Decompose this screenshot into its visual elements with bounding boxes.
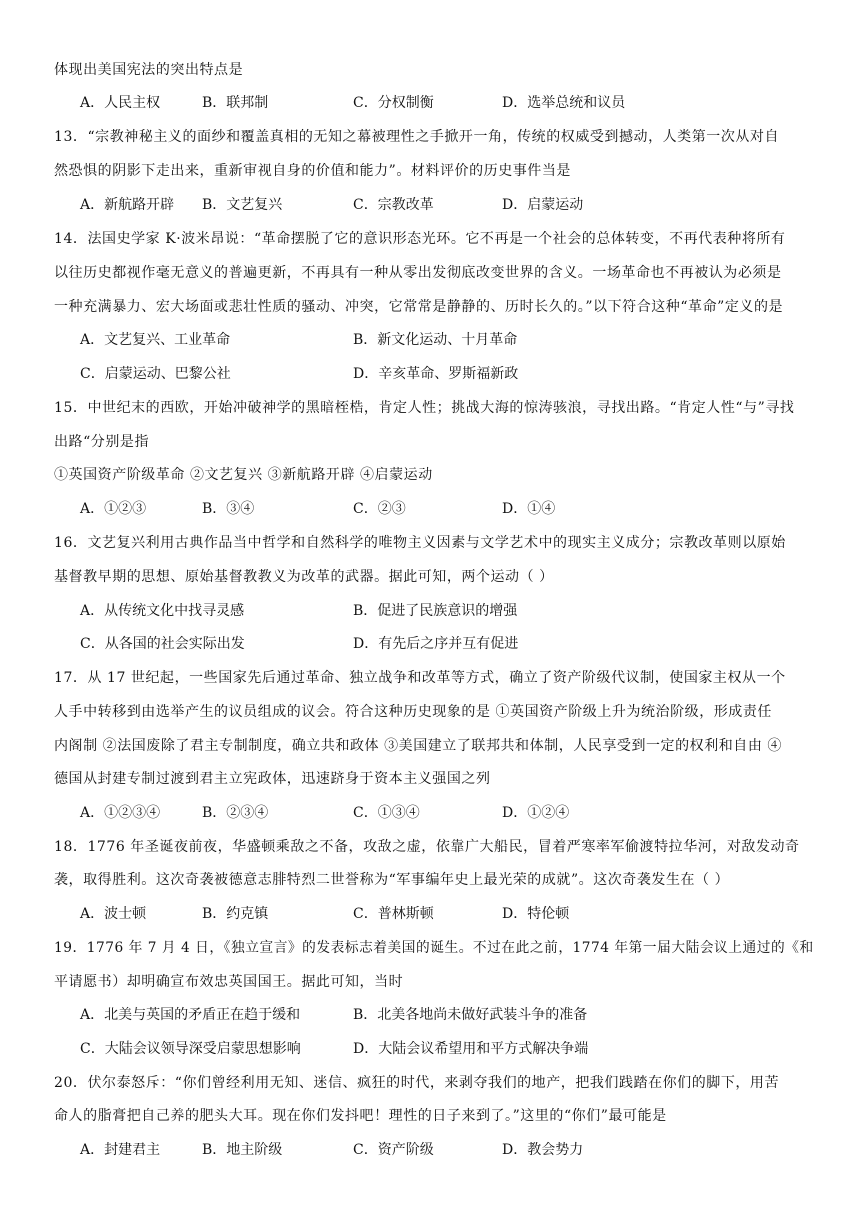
option-b: B．促进了民族意识的增强 xyxy=(353,603,518,619)
question-stem-line: 13．“宗教神秘主义的面纱和覆盖真相的无知之幕被理性之手掀开一角，传统的权威受到撼动，人类第一次从对自 xyxy=(54,129,780,145)
option-a: A．封建君主 xyxy=(80,1142,161,1158)
question-stem-line: 德国从封建专制过渡到君主立宪政体，迅速跻身于资本主义强国之列 xyxy=(54,771,491,787)
option-d: D．教会势力 xyxy=(502,1142,584,1158)
option-a: A．文艺复兴、工业革命 xyxy=(80,332,231,348)
option-c: C．分权制衡 xyxy=(353,95,434,111)
question-stem-line: 平请愿书）却明确宣布效忠英国国王。据此可知，当时 xyxy=(54,974,404,990)
question-stem-line: 18．1776 年圣诞夜前夜，华盛顿乘敌之不备，攻敌之虚，依靠广大船民，冒着严寒率军偷渡特拉华河，对敌发动奇 xyxy=(54,839,800,855)
option-a: A．北美与英国的矛盾正在趋于缓和 xyxy=(80,1007,301,1023)
option-b: B．新文化运动、十月革命 xyxy=(353,332,518,348)
option-c: C．从各国的社会实际出发 xyxy=(80,636,245,652)
question-stem-line: 然恐惧的阴影下走出来，重新审视自身的价值和能力”。材料评价的历史事件当是 xyxy=(54,163,571,179)
option-c: C．启蒙运动、巴黎公社 xyxy=(80,366,231,382)
option-b: B．③④ xyxy=(202,501,255,517)
question-stem-line: 基督教早期的思想、原始基督教教义为改革的武器。据此可知，两个运动（ ） xyxy=(54,569,554,585)
option-a: A．①②③ xyxy=(80,501,147,517)
option-d: D．辛亥革命、罗斯福新政 xyxy=(353,366,519,382)
option-b: B．约克镇 xyxy=(202,906,269,922)
question-stem-line: 19．1776 年 7 月 4 日，《独立宣言》的发表标志着美国的诞生。不过在此之前，1774 年第一届大陆会议上通过的《和 xyxy=(54,940,814,956)
question-stem-line: ①英国资产阶级革命 ②文艺复兴 ③新航路开辟 ④启蒙运动 xyxy=(54,467,433,483)
option-b: B．地主阶级 xyxy=(202,1142,283,1158)
question-stem-line: 以往历史都视作毫无意义的普遍更新，不再具有一种从零出发彻底改变世界的含义。一场革命也不再被认为必须是 xyxy=(54,265,782,281)
question-stem-line: 17．从 17 世纪起，一些国家先后通过革命、独立战争和改革等方式，确立了资产阶级代议制，使国家主权从一个 xyxy=(54,670,786,686)
option-c: C．②③ xyxy=(353,501,406,517)
option-d: D．大陆会议希望用和平方式解决争端 xyxy=(353,1041,589,1057)
option-c: C．大陆会议领导深受启蒙思想影响 xyxy=(80,1041,301,1057)
option-a: A．从传统文化中找寻灵感 xyxy=(80,603,245,619)
option-d: D．选举总统和议员 xyxy=(502,95,626,111)
option-b: B．北美各地尚未做好武装斗争的准备 xyxy=(353,1007,588,1023)
option-d: D．有先后之序并互有促进 xyxy=(353,636,519,652)
option-d: D．①④ xyxy=(502,501,556,517)
question-stem-line: 袭，取得胜利。这次奇袭被德意志腓特烈二世誉称为“军事编年史上最光荣的成就”。这次奇袭发生在（ ） xyxy=(54,872,730,888)
option-c: C．①③④ xyxy=(353,805,420,821)
question-stem-line: 一种充满暴力、宏大场面或悲壮性质的骚动、冲突，它常常是静静的、历时长久的。”以下符合这种“革命”定义的是 xyxy=(54,299,784,315)
question-stem-line: 14．法国史学家 K·波米昂说：“革命摆脱了它的意识形态光环。它不再是一个社会的总体转变，不再代表种将所有 xyxy=(54,231,786,247)
question-stem-line: 出路“分别是指 xyxy=(54,434,150,450)
option-a: A．新航路开辟 xyxy=(80,197,175,213)
option-d: D．①②④ xyxy=(502,805,570,821)
option-c: C．普林斯顿 xyxy=(353,906,434,922)
question-stem-line: 16．文艺复兴利用古典作品当中哲学和自然科学的唯物主义因素与文学艺术中的现实主义成分；宗教改革则以原始 xyxy=(54,535,786,551)
option-b: B．文艺复兴 xyxy=(202,197,283,213)
option-c: C．宗教改革 xyxy=(353,197,434,213)
option-b: B．联邦制 xyxy=(202,95,269,111)
question-stem-line: 体现出美国宪法的突出特点是 xyxy=(54,62,244,78)
option-d: D．启蒙运动 xyxy=(502,197,584,213)
option-a: A．人民主权 xyxy=(80,95,161,111)
option-a: A．①②③④ xyxy=(80,805,161,821)
question-stem-line: 20．伏尔泰怒斥：“你们曾经利用无知、迷信、疯狂的时代，来剥夺我们的地产，把我们践踏在你们的脚下，用苦 xyxy=(54,1075,780,1091)
option-a: A．波士顿 xyxy=(80,906,147,922)
option-b: B．②③④ xyxy=(202,805,269,821)
option-c: C．资产阶级 xyxy=(353,1142,434,1158)
question-stem-line: 人手中转移到由选举产生的议员组成的议会。符合这种历史现象的是 ①英国资产阶级上升为统治阶级，形成责任 xyxy=(54,704,772,720)
question-stem-line: 内阁制 ②法国废除了君主专制制度，确立共和政体 ③美国建立了联邦共和体制，人民享受到一定的权利和自由 ④ xyxy=(54,738,782,754)
question-stem-line: 15．中世纪末的西欧，开始冲破神学的黑暗桎梏，肯定人性；挑战大海的惊涛骇浪，寻找出路。“肯定人性“与”寻找 xyxy=(54,400,795,416)
question-stem-line: 命人的脂膏把自己养的肥头大耳。现在你们发抖吧！理性的日子来到了。”这里的“你们”最可能是 xyxy=(54,1108,667,1124)
option-d: D．特伦顿 xyxy=(502,906,570,922)
